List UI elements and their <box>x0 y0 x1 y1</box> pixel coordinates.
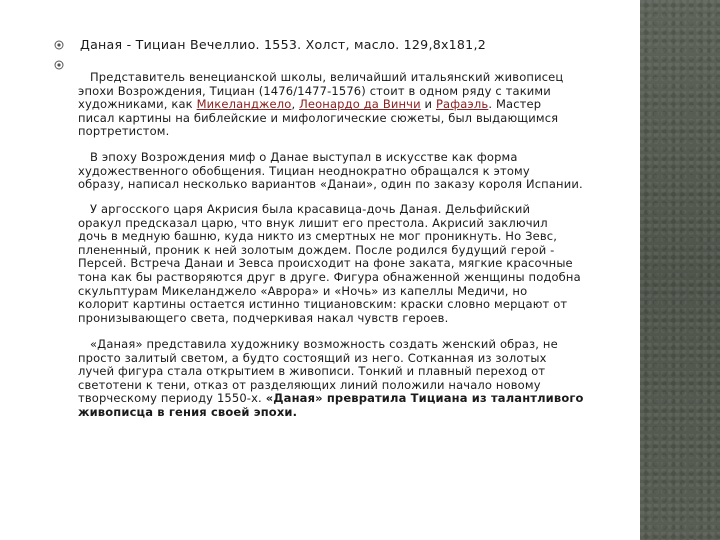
text-line: тона как бы растворяются друг в друге. Фигура обнаженной женщины подобна <box>78 269 581 284</box>
text-line: колорит картины остается истинно тициановским: краски словно мерцают от <box>78 297 568 312</box>
bullet-circle-icon <box>54 60 64 70</box>
text-line: оракул предсказал царю, что внук лишит его престола. Акрисий заключил <box>78 215 548 230</box>
text-line: плененный, проник к ней золотым дождем. После родился будущий герой - <box>78 242 555 257</box>
paragraph-biography <box>78 71 626 139</box>
paragraph-legend <box>78 203 626 325</box>
text-line: Представитель венецианской школы, величайший итальянский живописец <box>90 70 564 84</box>
text-line: дочь в медную башню, куда никто из смертных не мог проникнуть. Но Зевс, <box>78 229 558 244</box>
page-title: Даная - Тициан Вечеллио. 1553. Холст, масло. 129,8х181,2 <box>80 37 486 52</box>
text-line: образу, написал несколько вариантов «Данаи», один по заказу короля Испании. <box>78 177 583 192</box>
text-line: светотени к тени, отказ от разделяющих линий положили начало новому <box>78 377 541 392</box>
text-line: пронизывающего света, подчеркивая накал чувств героев. <box>78 310 449 325</box>
paragraph-significance <box>78 338 626 420</box>
text-line: творческому периоду 1550-х. «Даная» превратила Тициана из талантливого <box>78 391 584 406</box>
link-leonardo[interactable]: Леонардо да Винчи <box>299 97 421 112</box>
text-line: художниками, как Микеланджело, Леонардо да Винчи и Рафаэль. Мастер <box>78 97 542 112</box>
text-line: У аргосского царя Акрисия была красавица-дочь Даная. Дельфийский <box>90 202 531 216</box>
text-line: портретистом. <box>78 124 170 139</box>
bullet-circle-icon <box>54 40 64 50</box>
text-line: живописца в гения своей эпохи. <box>78 404 298 419</box>
text-line: писал картины на библейские и мифологические сюжеты, был выдающимся <box>78 110 559 125</box>
paragraph-myth-art <box>78 151 626 192</box>
text-line: эпохи Возрождения, Тициан (1476/1477-1576) стоит в одном ряду с такими <box>78 83 551 98</box>
decorative-sidebar <box>640 0 720 540</box>
bold-emphasis: «Даная» превратила Тициана из талантливого <box>265 391 584 406</box>
text-line: художественного обобщения. Тициан неоднократно обращался к этому <box>78 163 530 178</box>
text-line: просто залитый светом, а будто состоящий из него. Сотканная из золотых <box>78 350 547 365</box>
link-raphael[interactable]: Рафаэль <box>435 97 489 112</box>
text-line: Персей. Встреча Данаи и Зевса происходит на фоне заката, мягкие красочные <box>78 256 573 271</box>
link-michelangelo[interactable]: Микеланджело <box>196 97 292 112</box>
text-line: скульптурам Микеланджело «Аврора» и «Ночь» из капеллы Медичи, но <box>78 283 528 298</box>
text-line: лучей фигура стала открытием в живописи. Тонкий и плавный переход от <box>78 364 546 379</box>
text-line: В эпоху Возрождения миф о Данае выступал в искусстве как форма <box>90 150 518 164</box>
text-line: «Даная» представила художнику возможность создать женский образ, не <box>90 337 558 351</box>
